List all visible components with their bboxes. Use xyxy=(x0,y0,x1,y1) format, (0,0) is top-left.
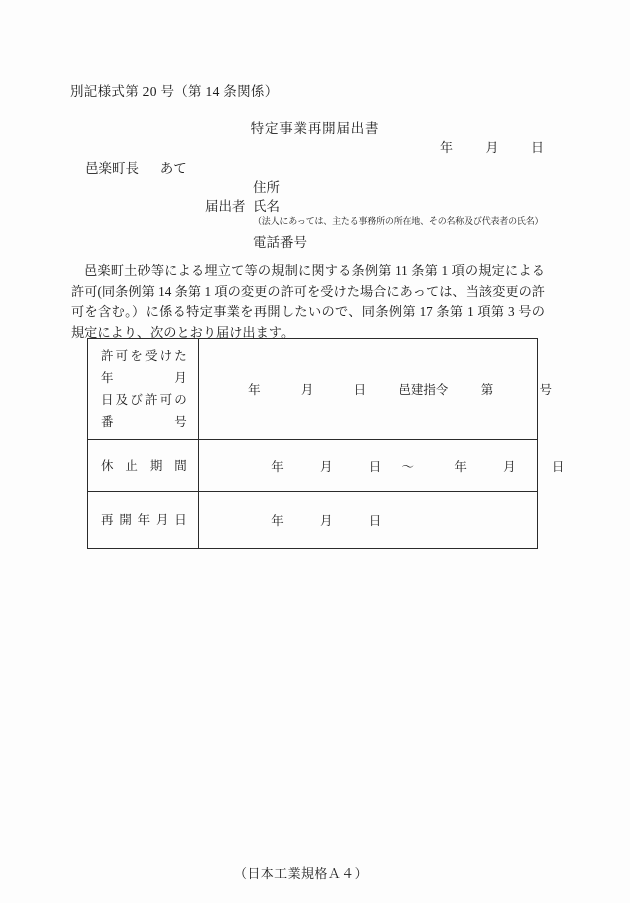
resume-month-label: 月 xyxy=(320,514,333,528)
addressee-office: 邑楽町長 xyxy=(85,161,139,176)
label-wrap xyxy=(88,339,198,439)
date-day-label: 日 xyxy=(531,140,545,155)
applicant-address-row xyxy=(205,176,543,195)
suspension-from-month-label: 月 xyxy=(320,459,333,474)
range-tilde: ～ xyxy=(401,459,415,474)
body-paragraph: 邑楽町土砂等による埋立て等の規制に関する条例第 11 条第 1 項の規定による許可(同条例第 14 条第 1 項の変更の許可を受けた場合にあっては、当該変更の許可を含む。）に係る特定事業を再開したいので、同条例第 17 条第 1 項第 3 号の規定により、次のとおり届け出ます。 xyxy=(71,263,545,340)
resume-day-label: 日 xyxy=(368,514,382,528)
phone-label: 電話番号 xyxy=(253,235,307,250)
addressee xyxy=(85,157,187,177)
label-wrap xyxy=(88,449,198,483)
form-table xyxy=(87,338,565,549)
date-month-label: 月 xyxy=(485,140,499,155)
address-label: 住所 xyxy=(253,180,280,195)
suspension-to-year-label: 年 xyxy=(454,459,467,474)
value-wrap xyxy=(199,511,537,529)
permit-label-line2: 日及び許可の番号 xyxy=(101,393,187,429)
suspension-period-label: 休止期間 xyxy=(101,458,187,473)
value-wrap xyxy=(199,457,565,475)
label-wrap xyxy=(88,503,198,537)
resume-year-label: 年 xyxy=(271,514,284,528)
resume-date-value-cell[interactable] xyxy=(199,492,538,549)
resume-date-label: 再開年月日 xyxy=(101,513,187,527)
date-year-label: 年 xyxy=(440,140,454,155)
addressee-honorific: あて xyxy=(159,161,187,176)
applicant-block xyxy=(205,176,543,250)
permit-label-line1: 許可を受けた年月 xyxy=(101,349,187,385)
permit-date-number-value-cell[interactable] xyxy=(199,339,552,440)
table-row xyxy=(88,440,538,492)
value-wrap xyxy=(199,380,552,398)
submitter-label: 届出者 xyxy=(205,199,246,214)
permit-number-prefix: 第 xyxy=(480,383,494,397)
footer-note: （日本工業規格Ａ４） xyxy=(233,866,368,881)
permit-number-suffix: 号 xyxy=(539,383,552,397)
document-title: 特定事業再開届出書 xyxy=(250,121,380,136)
suspension-period-label-cell xyxy=(88,440,199,492)
suspension-to-day-label: 日 xyxy=(551,459,565,474)
applicant-name-row xyxy=(205,195,543,214)
permit-order-label: 邑建指令 xyxy=(398,383,449,397)
suspension-from-year-label: 年 xyxy=(271,459,284,474)
applicant-phone-row xyxy=(205,231,543,250)
table-row xyxy=(88,492,538,549)
suspension-from-day-label: 日 xyxy=(368,459,382,474)
form-code: 別記様式第 20 号（第 14 条関係） xyxy=(70,84,279,99)
suspension-period-value-cell[interactable] xyxy=(199,440,565,492)
permit-date-number-label-cell xyxy=(88,339,199,440)
corporate-note: （法人にあっては、主たる事務所の所在地、その名称及び代表者の氏名） xyxy=(253,216,544,226)
suspension-to-month-label: 月 xyxy=(503,459,516,474)
permit-month-label: 月 xyxy=(300,383,314,397)
submission-date-line xyxy=(440,137,544,156)
permit-day-label: 日 xyxy=(353,383,367,397)
permit-year-label: 年 xyxy=(248,383,261,397)
name-label: 氏名 xyxy=(253,199,280,214)
resume-date-label-cell xyxy=(88,492,199,549)
table-row xyxy=(88,339,538,440)
